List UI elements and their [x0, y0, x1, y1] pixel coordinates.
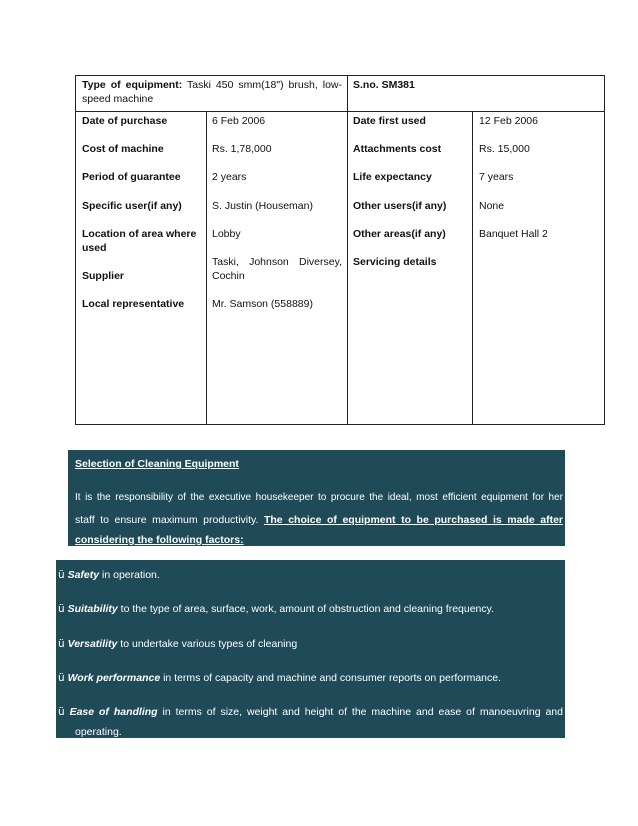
- check-bullet-icon: ü: [58, 672, 65, 684]
- value-attachments-cost: Rs. 15,000: [479, 143, 530, 155]
- factor-term: Safety: [67, 569, 100, 581]
- label-supplier: Supplier: [82, 270, 125, 282]
- check-bullet-icon: ü: [58, 569, 65, 581]
- label-date-of-purchase: Date of purchase: [82, 115, 168, 127]
- label-date-first-used: Date first used: [353, 115, 426, 127]
- value-local-representative: Mr. Samson (558889): [212, 298, 313, 310]
- label-local-representative: Local representative: [82, 298, 185, 310]
- label-other-areas: Other areas(if any): [353, 228, 446, 240]
- value-location: Lobby: [212, 228, 241, 240]
- factor-term: Suitability: [67, 603, 118, 615]
- check-bullet-icon: ü: [58, 638, 65, 650]
- factor-item-work-performance: [58, 671, 501, 685]
- column-divider: [472, 112, 473, 425]
- label-period-of-guarantee: Period of guarantee: [82, 171, 181, 183]
- value-date-of-purchase: 6 Feb 2006: [212, 115, 266, 127]
- factor-item-safety: [58, 568, 160, 582]
- label-other-users: Other users(if any): [353, 200, 447, 212]
- equipment-type-line1: [82, 78, 342, 92]
- value-date-first-used: 12 Feb 2006: [479, 115, 538, 127]
- equipment-type-label: Type of equipment:: [82, 79, 183, 91]
- selection-panel: [68, 450, 565, 546]
- factor-item-versatility: [58, 637, 297, 651]
- value-specific-user: S. Justin (Houseman): [212, 200, 313, 212]
- selection-paragraph-emphasis: The choice of equipment to be purchased is made after: [263, 514, 563, 526]
- factor-term: Ease of handling: [69, 706, 158, 718]
- label-location-line2: used: [82, 242, 107, 254]
- selection-paragraph-line2: [75, 513, 563, 527]
- factor-item-ease-of-handling: [58, 705, 563, 719]
- label-location-line1: Location of area where: [82, 228, 197, 240]
- label-specific-user: Specific user(if any): [82, 200, 182, 212]
- selection-paragraph-line1: It is the responsibility of the executive housekeeper to procure the ideal, most efficient equipment for her: [75, 492, 563, 503]
- factor-item-suitability: [58, 602, 494, 616]
- value-supplier-line2: Cochin: [212, 270, 245, 282]
- factor-text: in terms of size, weight and height of the machine and ease of manoeuvring and: [157, 706, 563, 718]
- label-attachments-cost: Attachments cost: [353, 143, 442, 155]
- selection-paragraph-text: staff to ensure maximum productivity.: [75, 514, 264, 526]
- value-period-of-guarantee: 2 years: [212, 171, 247, 183]
- factor-term: Versatility: [67, 638, 118, 650]
- column-divider: [347, 76, 348, 425]
- column-divider: [206, 112, 207, 425]
- label-servicing-details: Servicing details: [353, 256, 437, 268]
- value-life-expectancy: 7 years: [479, 171, 514, 183]
- label-life-expectancy: Life expectancy: [353, 171, 432, 183]
- factor-text: in operation.: [99, 569, 160, 581]
- value-other-users: None: [479, 200, 505, 212]
- selection-heading: Selection of Cleaning Equipment: [75, 458, 239, 470]
- label-cost-of-machine: Cost of machine: [82, 143, 164, 155]
- row-divider: [76, 111, 604, 112]
- check-bullet-icon: ü: [58, 706, 65, 718]
- serial-number: S.no. SM381: [353, 79, 415, 91]
- factors-panel: [56, 560, 565, 738]
- value-other-areas: Banquet Hall 2: [479, 228, 548, 240]
- selection-paragraph-line3: considering the following factors:: [75, 534, 244, 546]
- factor-item-ease-of-handling-line2: operating.: [75, 726, 122, 738]
- value-supplier-line1: Taski, Johnson Diversey,: [212, 256, 342, 268]
- factor-term: Work performance: [67, 672, 161, 684]
- equipment-record-table: [75, 75, 605, 425]
- factor-text: to undertake various types of cleaning: [117, 638, 298, 650]
- factor-text: in terms of capacity and machine and consumer reports on performance.: [160, 672, 502, 684]
- equipment-type-value: Taski 450 smm(18") brush, low-: [182, 79, 342, 91]
- check-bullet-icon: ü: [58, 603, 65, 615]
- factor-text: to the type of area, surface, work, amount of obstruction and cleaning frequency.: [117, 603, 495, 615]
- equipment-type-line2: speed machine: [82, 93, 154, 105]
- value-cost-of-machine: Rs. 1,78,000: [212, 143, 272, 155]
